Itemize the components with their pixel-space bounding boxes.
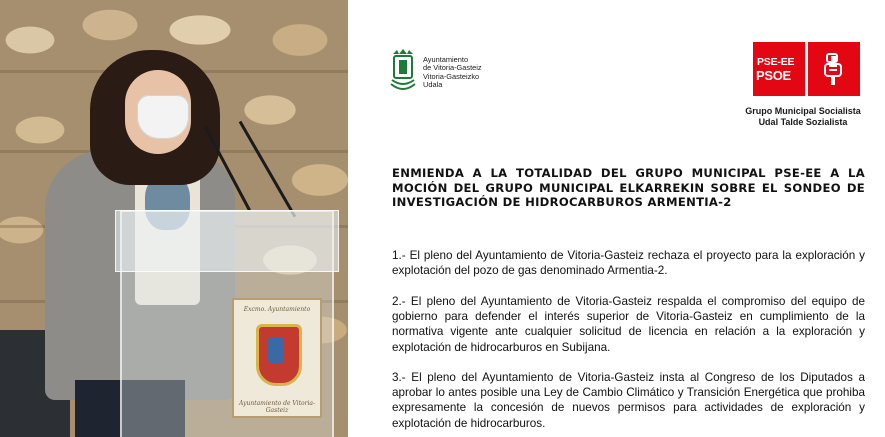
- city-crest-icon: [389, 48, 417, 92]
- group-name: Grupo Municipal Socialista Udal Talde Sozialista: [745, 106, 861, 127]
- pse-psoe-logo: [753, 42, 861, 98]
- coat-of-arms-icon: [256, 324, 302, 386]
- paragraph-3: 3.- El pleno del Ayuntamiento de Vitoria-Gasteiz insta al Congreso de los Diputados a aprobar lo antes posible una Ley de Cambio Climático y Transición Energética que prohiba expresamente la concesión de nuevos permisos para actividades de exploración y explotación de hidrocarburos.: [392, 371, 865, 430]
- fist-rose-box: [808, 42, 860, 96]
- ayto-line-2: de Vitoria-Gasteiz: [423, 63, 482, 73]
- face-mask: [137, 95, 189, 139]
- ayto-line-3: Vitoria-Gasteizko: [423, 71, 480, 81]
- ayto-line-1: Ayuntamiento: [423, 55, 469, 64]
- lectern-plaque: [232, 298, 322, 418]
- fist-rose-icon: [821, 52, 847, 86]
- document-panel: [348, 0, 885, 437]
- lectern-top: [115, 210, 339, 272]
- plaque-text-bottom: Ayuntamiento de Vitoria-Gasteiz: [238, 400, 315, 414]
- speaker-photo: [0, 0, 348, 437]
- plaque-text-top: Excmo. Ayuntamiento: [243, 306, 311, 313]
- paragraph-1: 1.- El pleno del Ayuntamiento de Vitoria-Gasteiz rechaza el proyecto para la exploración y explotación del pozo de gas denominado Armentia-2.: [392, 249, 865, 278]
- document-title: ENMIENDA A LA TOTALIDAD DEL GRUPO MUNICIPAL PSE-EE A LA MOCIÓN DEL GRUPO MUNICIPAL ELKARREKIN SOBRE EL SONDEO DE INVESTIGACIÓN DE HIDROCARBUROS ARMENTIA-2: [392, 166, 865, 210]
- pse-wordmark: PSE-EE PSOE: [753, 42, 805, 96]
- paragraph-2: 2.- El pleno del Ayuntamiento de Vitoria-Gasteiz respalda el compromiso del equipo de gobierno para defender el interés superior de Vitoria-Gasteiz en cumplimiento de la normativa vigente ante cualquier solicitud de licencia en relación a la exploración y explotación de hidrocarburos en Subijana.: [392, 295, 865, 354]
- ayuntamiento-logo: [389, 48, 519, 94]
- ayto-line-4: Udala: [423, 80, 443, 90]
